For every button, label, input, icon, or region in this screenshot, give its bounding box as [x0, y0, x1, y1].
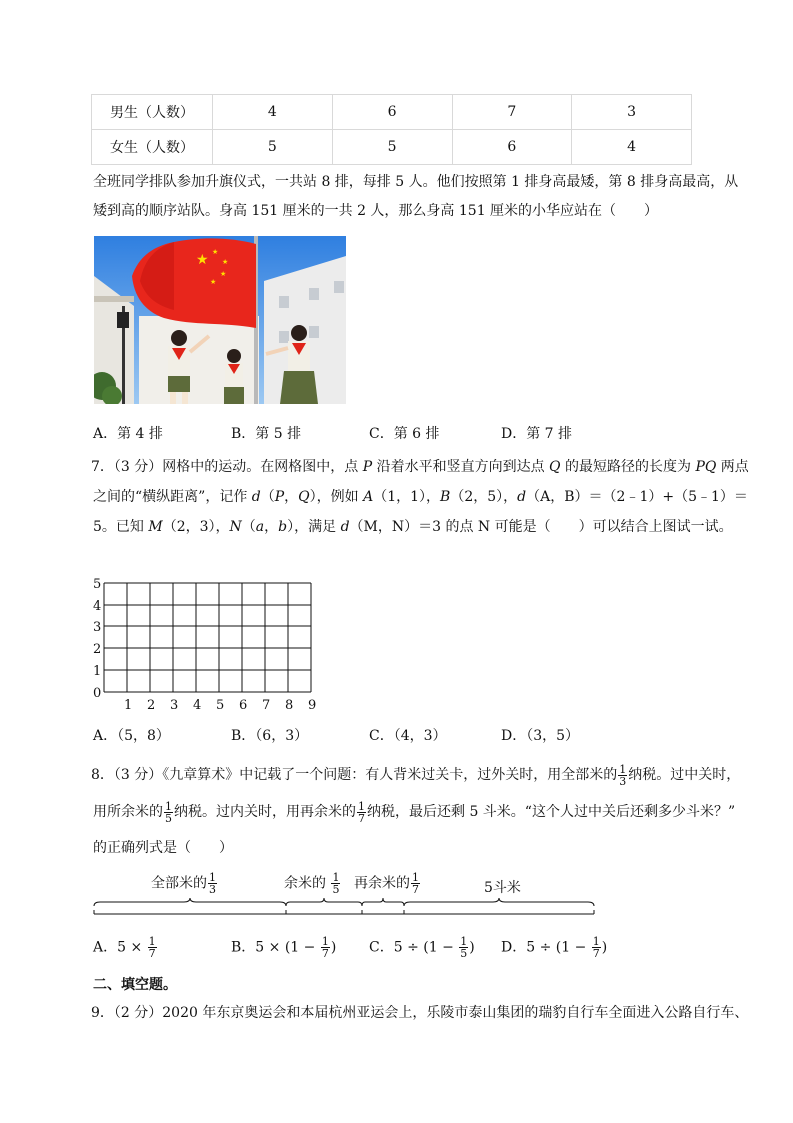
q7-option-a[interactable]: A．（5，8）	[93, 728, 170, 744]
q8-line-2: 用所余米的 $\frac{1}{5}$ 纳税。过内关时，用再余米的 $\frac{1}{7}$ 纳税，最后还剩 5 斗米。“这个人过中关后还剩多少斗米？”	[93, 799, 736, 825]
section-heading-fill-in: 二、填空题。	[93, 977, 177, 993]
x-tick-label: 6	[239, 698, 248, 713]
y-tick-label: 1	[93, 664, 102, 679]
diagram-label-remaining-rice: 余米的 $\frac{1}{5}$	[284, 871, 340, 896]
q9-line-1: 9．（2 分）2020 年东京奥运会和本届杭州亚运会上，乐陵市泰山集团的瑞豹自行车全面进入公路自行车、	[91, 1005, 749, 1021]
y-tick-label: 0	[93, 686, 102, 701]
diagram-label-further-remaining: 再余米的 $\frac{1}{7}$	[354, 871, 419, 896]
table-cell: 5	[213, 130, 333, 165]
brace-diagram	[90, 896, 600, 924]
svg-text:★: ★	[212, 248, 219, 256]
svg-text:★: ★	[222, 258, 229, 266]
q6-line-2: 矮到高的顺序站队。身高 151 厘米的一共 2 人，那么身高 151 厘米的小华应站在（ ）	[93, 203, 659, 219]
brace-3	[362, 898, 404, 906]
x-tick-label: 2	[147, 698, 156, 713]
q7-option-c[interactable]: C．（4，3）	[369, 728, 447, 744]
x-tick-label: 9	[308, 698, 317, 713]
fraction: $\frac{1}{5}$	[165, 799, 172, 825]
height-table	[91, 94, 692, 165]
q7-line-2: 之间的“横纵距离”，记作 d（P，Q），例如 A（1，1），B（2，5），d（A，B）＝（2﹣1）+（5﹣1）＝	[93, 489, 748, 505]
table-cell: 7	[452, 95, 572, 130]
table-cell: 4	[572, 130, 692, 165]
y-tick-label: 2	[93, 642, 102, 657]
fraction: $\frac{1}{7}$	[358, 799, 365, 825]
grid-lines	[104, 583, 311, 692]
x-tick-label: 1	[124, 698, 133, 713]
y-tick-label: 4	[93, 599, 102, 614]
svg-text:★: ★	[210, 278, 217, 286]
table-row	[92, 130, 692, 165]
q8-line-3: 的正确列式是（ ）	[93, 840, 233, 856]
q6-option-a[interactable]: A．第 4 排	[93, 426, 163, 442]
row-label: 女生（人数）	[92, 130, 213, 165]
q6-option-c[interactable]: C．第 6 排	[369, 426, 440, 442]
table-cell: 3	[572, 95, 692, 130]
y-tick-label: 5	[93, 577, 102, 592]
brace-4	[404, 898, 594, 906]
x-tick-label: 4	[193, 698, 202, 713]
q7-option-d[interactable]: D．（3，5）	[501, 728, 580, 744]
x-tick-label: 5	[216, 698, 225, 713]
q7-line-1: 7．（3 分）网格中的运动。在网格图中，点 P 沿着水平和竖直方向到达点 Q 的最短路径的长度为 PQ 两点	[91, 459, 749, 475]
fraction: $\frac{1}{3}$	[619, 762, 627, 788]
x-tick-label: 7	[262, 698, 271, 713]
q7-option-b[interactable]: B．（6，3）	[231, 728, 309, 744]
q7-line-3: 5。已知 M（2，3），N（a，b），满足 d（M，N）＝3 的点 N 可能是（ ）可以结合上图试一试。	[93, 519, 733, 535]
flag-photo-illustration	[94, 236, 346, 404]
q6-line-1: 全班同学排队参加升旗仪式，一共站 8 排，每排 5 人。他们按照第 1 排身高最矮，第 8 排身高最高，从	[93, 174, 739, 190]
x-tick-label: 3	[170, 698, 179, 713]
q8-option-c[interactable]: C．5 ÷ (1 − $\frac{1}{5}$ )	[369, 935, 475, 960]
diagram-label-five-dou: 5斗米	[484, 880, 521, 896]
table-cell: 5	[332, 130, 452, 165]
q8-option-a[interactable]: A．5 × $\frac{1}{7}$	[93, 935, 156, 960]
diagram-label-all-rice: 全部米的 $\frac{1}{3}$	[151, 871, 216, 896]
brace-2	[286, 898, 362, 906]
coordinate-grid	[90, 575, 330, 719]
q6-option-d[interactable]: D．第 7 排	[501, 426, 573, 442]
q6-option-b[interactable]: B．第 5 排	[231, 426, 302, 442]
brace-1	[94, 898, 286, 906]
x-tick-label: 8	[285, 698, 294, 713]
table-cell: 6	[332, 95, 452, 130]
q8-line-1: 8．（3 分）《九章算术》中记载了一个问题：有人背米过关卡，过外关时，用全部米的 $\frac{1}{3}$ 纳税。过中关时，	[91, 762, 741, 788]
table-cell: 4	[213, 95, 333, 130]
flag-raising-photo	[94, 236, 346, 404]
y-tick-label: 3	[93, 620, 102, 635]
svg-text:★: ★	[196, 252, 209, 268]
q8-option-d[interactable]: D．5 ÷ (1 − $\frac{1}{7}$ )	[501, 935, 608, 960]
row-label: 男生（人数）	[92, 95, 213, 130]
table-cell: 6	[452, 130, 572, 165]
svg-text:★: ★	[220, 270, 227, 278]
q8-option-b[interactable]: B．5 × (1 − $\frac{1}{7}$ )	[231, 935, 337, 960]
table-row	[92, 95, 692, 130]
